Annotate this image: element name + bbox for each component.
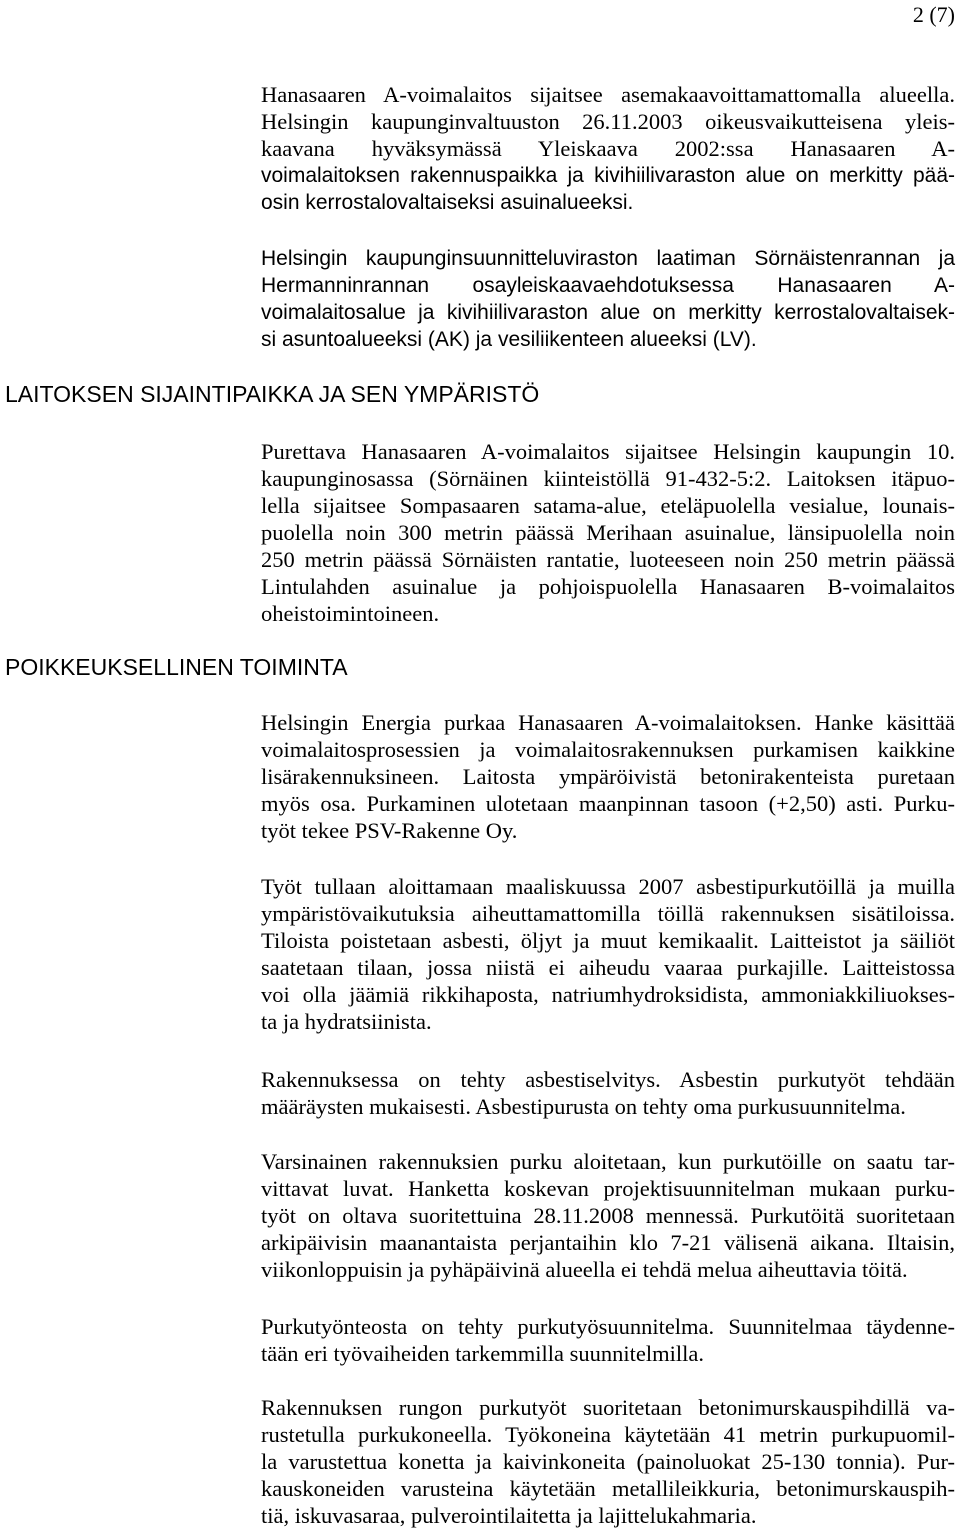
text-line: rustetulla purkukoneella. Työkoneina käytetään 41 metrin purkupuomil- bbox=[261, 1422, 955, 1447]
text-line: Hermanninrannan osayleiskaavaehdotuksessa Hanasaaren A- bbox=[261, 274, 955, 297]
text-line: tään eri työvaiheiden tarkemmilla suunnitelmilla. bbox=[261, 1341, 704, 1366]
text-line: osin kerrostalovaltaiseksi asuinalueeksi. bbox=[261, 191, 634, 214]
text-line: oheistoimintoineen. bbox=[261, 601, 440, 626]
text-line: Hanasaaren A-voimalaitos sijaitsee asemakaavoittamattomalla alueella. bbox=[261, 82, 955, 107]
text-line: voi olla jäämiä rikkihaposta, natriumhydroksidista, ammoniakkiliuokses- bbox=[261, 982, 955, 1007]
text-line: Helsingin Energia purkaa Hanasaaren A-voimalaitoksen. Hanke käsittää bbox=[261, 710, 955, 735]
text-line: kaupunginosassa (Sörnäinen kiinteistöllä 91-432-5:2. Laitoksen itäpuo- bbox=[261, 466, 955, 491]
text-line: Varsinainen rakennuksien purku aloitetaan, kun purkutöille on saatu tar- bbox=[261, 1149, 955, 1174]
text-line: Rakennuksen rungon purkutyöt suoritetaan betonimurskauspihdillä va- bbox=[261, 1395, 955, 1420]
paragraph bbox=[261, 709, 955, 844]
text-line: työt on oltava suoritettuina 28.11.2008 mennessä. Purkutöitä suoritetaan bbox=[261, 1203, 955, 1228]
text-line: Helsingin kaupunginvaltuuston 26.11.2003 oikeusvaikutteisena yleis- bbox=[261, 109, 955, 134]
text-line: kaavana hyväksymässä Yleiskaava 2002:ssa Hanasaaren A- bbox=[261, 136, 955, 161]
text-line: Rakennuksessa on tehty asbestiselvitys. Asbestin purkutyöt tehdään bbox=[261, 1067, 955, 1092]
text-line: puolella noin 300 metrin päässä Merihaan asuinalue, länsipuolella noin bbox=[261, 520, 955, 545]
text-line: ympäristövaikutuksia aiheuttamattomilla töillä rakennuksen sisätiloissa. bbox=[261, 901, 955, 926]
text-line: saatetaan tilaan, jossa niistä ei aiheudu vaaraa purkajille. Laitteistossa bbox=[261, 955, 955, 980]
section-heading-exceptional-operation: POIKKEUKSELLINEN TOIMINTA bbox=[5, 654, 348, 680]
text-line: työt tekee PSV-Rakenne Oy. bbox=[261, 818, 518, 843]
paragraph bbox=[261, 873, 955, 1035]
text-line: arkipäivisin maanantaista perjantaihin klo 7-21 välisenä aikana. Iltaisin, bbox=[261, 1230, 955, 1255]
paragraph bbox=[261, 438, 955, 627]
section-heading-location: LAITOKSEN SIJAINTIPAIKKA JA SEN YMPÄRISTÖ bbox=[5, 381, 540, 407]
text-line: voimalaitosprosessien ja voimalaitosrakennuksen purkamisen kaikkine bbox=[261, 737, 955, 762]
text-line: määräysten mukaisesti. Asbestipurusta on tehty oma purkusuunnitelma. bbox=[261, 1094, 906, 1119]
text-line: voimalaitoksen rakennuspaikka ja kivihiilivaraston alue on merkitty pää- bbox=[261, 164, 955, 187]
paragraph bbox=[261, 1148, 955, 1283]
text-line: Lintulahden asuinalue ja pohjoispuolella Hanasaaren B-voimalaitos bbox=[261, 574, 955, 599]
text-line: tiä, iskuvasaraa, pulverointilaitetta ja lajittelukahmaria. bbox=[261, 1503, 757, 1528]
text-line: voimalaitosalue ja kivihiilivaraston alue on merkitty kerrostalovaltaisek- bbox=[261, 301, 955, 324]
paragraph bbox=[261, 1394, 955, 1529]
paragraph bbox=[261, 1066, 955, 1120]
text-line: vittavat luvat. Hanketta koskevan projektisuunnitelman mukaan purku- bbox=[261, 1176, 955, 1201]
page-number: 2 (7) bbox=[912, 2, 955, 27]
text-line: ta ja hydratsiinista. bbox=[261, 1009, 432, 1034]
text-line: Työt tullaan aloittamaan maaliskuussa 2007 asbestipurkutöillä ja muilla bbox=[261, 874, 955, 899]
text-line: la varustettua konetta ja kaivinkoneita (painoluokat 25-130 tonnia). Pur- bbox=[261, 1449, 955, 1474]
text-line: kauskoneiden varusteina käytetään metallileikkuria, betonimurskauspih- bbox=[261, 1476, 955, 1501]
paragraph bbox=[261, 81, 955, 216]
text-line: Purettava Hanasaaren A-voimalaitos sijaitsee Helsingin kaupungin 10. bbox=[261, 439, 955, 464]
text-line: 250 metrin päässä Sörnäisten rantatie, luoteeseen noin 250 metrin päässä bbox=[261, 547, 955, 572]
text-line: lella sijaitsee Sompasaaren satama-alue, eteläpuolella vesialue, lounais- bbox=[261, 493, 955, 518]
text-line: Tiloista poistetaan asbesti, öljyt ja muut kemikaalit. Laitteistot ja säiliöt bbox=[261, 928, 955, 953]
text-line: viikonloppuisin ja pyhäpäivinä alueella ei tehdä melua aiheuttavia töitä. bbox=[261, 1257, 908, 1282]
paragraph bbox=[261, 1313, 955, 1367]
text-line: myös osa. Purkaminen ulotetaan maanpinnan tasoon (+2,50) asti. Purku- bbox=[261, 791, 955, 816]
text-line: Helsingin kaupunginsuunnitteluviraston laatiman Sörnäistenrannan ja bbox=[261, 247, 955, 270]
text-line: lisärakennuksineen. Laitosta ympäröivistä betonirakenteista puretaan bbox=[261, 764, 955, 789]
text-line: si asuntoalueeksi (AK) ja vesiliikenteen alueeksi (LV). bbox=[261, 328, 757, 351]
paragraph bbox=[261, 245, 955, 353]
text-line: Purkutyönteosta on tehty purkutyösuunnitelma. Suunnitelmaa täydenne- bbox=[261, 1314, 955, 1339]
